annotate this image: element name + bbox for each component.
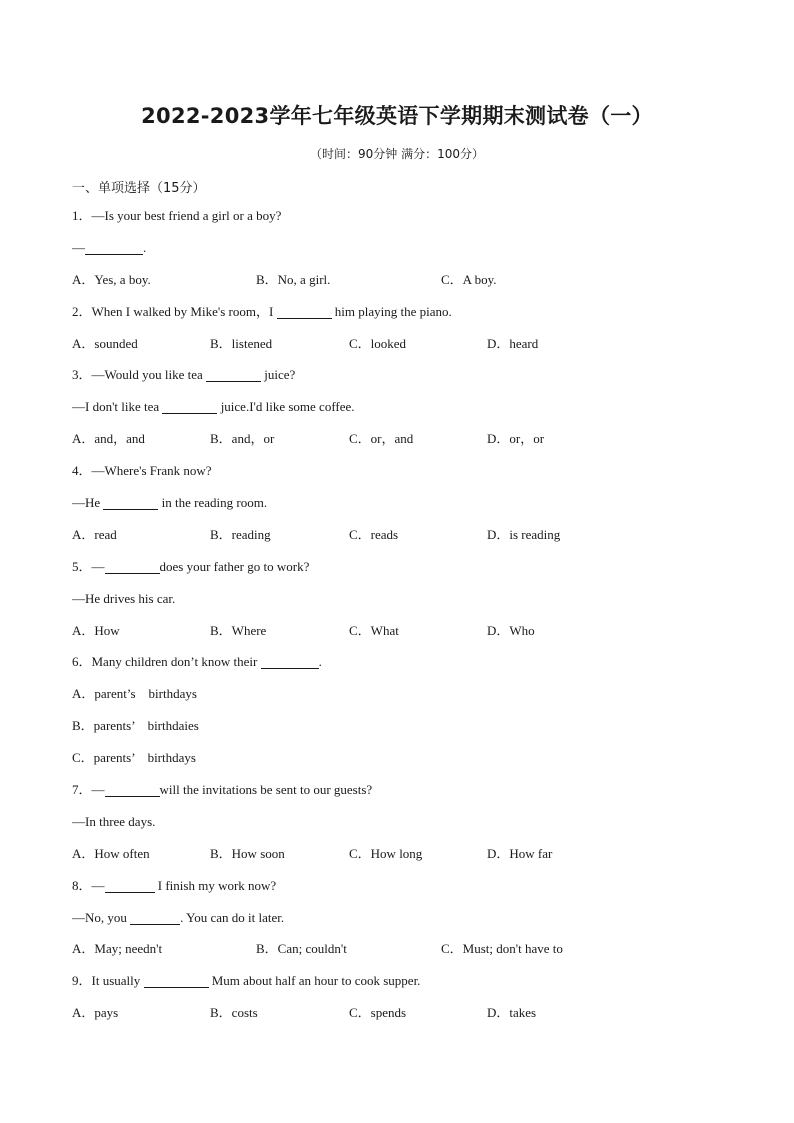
question-4-stem: 4．—Where's Frank now? — [72, 463, 212, 479]
option-c[interactable]: C．or，and — [349, 431, 414, 447]
question-9-options — [72, 997, 722, 1029]
option-a[interactable]: A．How — [72, 622, 120, 638]
question-8-reply: —No, you . You can do it later. — [72, 909, 285, 925]
question-7-reply: —In three days. — [72, 813, 156, 829]
question-3-reply: —I don't like tea juice.I'd like some coffee. — [72, 399, 355, 415]
option-d[interactable]: D．heard — [487, 335, 539, 351]
option-d[interactable]: D．is reading — [487, 526, 561, 542]
question-9-stem: 9．It usually Mum about half an hour to cook supper. — [72, 973, 421, 989]
question-2-stem: 2．When I walked by Mike's room，I him playing the piano. — [72, 303, 452, 319]
option-c[interactable]: C．How long — [349, 845, 423, 861]
option-d[interactable]: D．Who — [487, 622, 535, 638]
option-b[interactable]: B．and，or — [210, 431, 275, 447]
option-c[interactable]: C．spends — [349, 1005, 407, 1021]
question-1-answer-line: — . — [72, 239, 147, 255]
question-1-options — [72, 264, 722, 296]
question-7-stem: 7．— will the invitations be sent to our guests? — [72, 782, 373, 798]
option-b[interactable]: B．listened — [210, 335, 273, 351]
option-d[interactable]: D．takes — [487, 1005, 537, 1021]
option-a[interactable]: A．How often — [72, 845, 150, 861]
answer-blank[interactable] — [261, 654, 319, 669]
option-d[interactable]: D．How far — [487, 845, 553, 861]
option-b[interactable]: B．costs — [210, 1005, 258, 1021]
option-b[interactable]: B．No, a girl. — [256, 271, 331, 287]
option-a[interactable]: A．May; needn't — [72, 941, 163, 957]
answer-blank[interactable] — [105, 782, 160, 797]
answer-blank[interactable] — [130, 910, 180, 925]
answer-blank[interactable] — [85, 240, 143, 255]
answer-blank[interactable] — [103, 495, 158, 510]
option-a[interactable]: A．pays — [72, 1005, 119, 1021]
question-4-options — [72, 519, 722, 551]
question-6-option-b[interactable]: B．parents’ birthdaies — [72, 718, 199, 734]
question-2-options — [72, 328, 722, 360]
option-b[interactable]: B．How soon — [210, 845, 285, 861]
question-4-reply: —He in the reading room. — [72, 495, 268, 511]
option-b[interactable]: B．Can; couldn't — [256, 941, 347, 957]
question-5-stem: 5．— does your father go to work? — [72, 558, 310, 574]
option-d[interactable]: D．or，or — [487, 431, 545, 447]
question-6-option-a[interactable]: A．parent’s birthdays — [72, 686, 197, 702]
option-c[interactable]: C．A boy. — [441, 271, 497, 287]
exam-time-and-score: （时间：90分钟 满分：100分） — [310, 147, 484, 161]
question-8-options — [72, 933, 722, 965]
answer-blank[interactable] — [277, 304, 332, 319]
question-5-reply: —He drives his car. — [72, 590, 176, 606]
question-list — [72, 200, 722, 1029]
option-b[interactable]: B．reading — [210, 526, 271, 542]
question-3-options — [72, 423, 722, 455]
option-b[interactable]: B．Where — [210, 622, 267, 638]
option-a[interactable]: A．read — [72, 526, 117, 542]
question-5-options — [72, 615, 722, 647]
option-c[interactable]: C．looked — [349, 335, 407, 351]
question-8-stem: 8．— I finish my work now? — [72, 877, 277, 893]
question-6-stem: 6．Many children don’t know their . — [72, 654, 322, 670]
answer-blank[interactable] — [206, 367, 261, 382]
question-7-options — [72, 838, 722, 870]
option-c[interactable]: C．reads — [349, 526, 399, 542]
question-1-stem: 1．—Is your best friend a girl or a boy? — [72, 208, 282, 223]
option-a[interactable]: A．and，and — [72, 431, 145, 447]
page-title: 2022-2023学年七年级英语下学期期末测试卷（一） — [141, 104, 653, 128]
answer-blank[interactable] — [105, 878, 155, 893]
question-3-stem: 3．—Would you like tea juice? — [72, 367, 296, 383]
answer-blank[interactable] — [105, 559, 160, 574]
option-a[interactable]: A．sounded — [72, 335, 138, 351]
answer-blank[interactable] — [162, 399, 217, 414]
option-c[interactable]: C．Must; don't have to — [441, 941, 563, 957]
option-a[interactable]: A．Yes, a boy. — [72, 271, 151, 287]
answer-blank[interactable] — [144, 973, 209, 988]
option-c[interactable]: C．What — [349, 622, 399, 638]
question-6-option-c[interactable]: C．parents’ birthdays — [72, 750, 196, 766]
section-heading: 一、单项选择（15分） — [72, 181, 206, 196]
